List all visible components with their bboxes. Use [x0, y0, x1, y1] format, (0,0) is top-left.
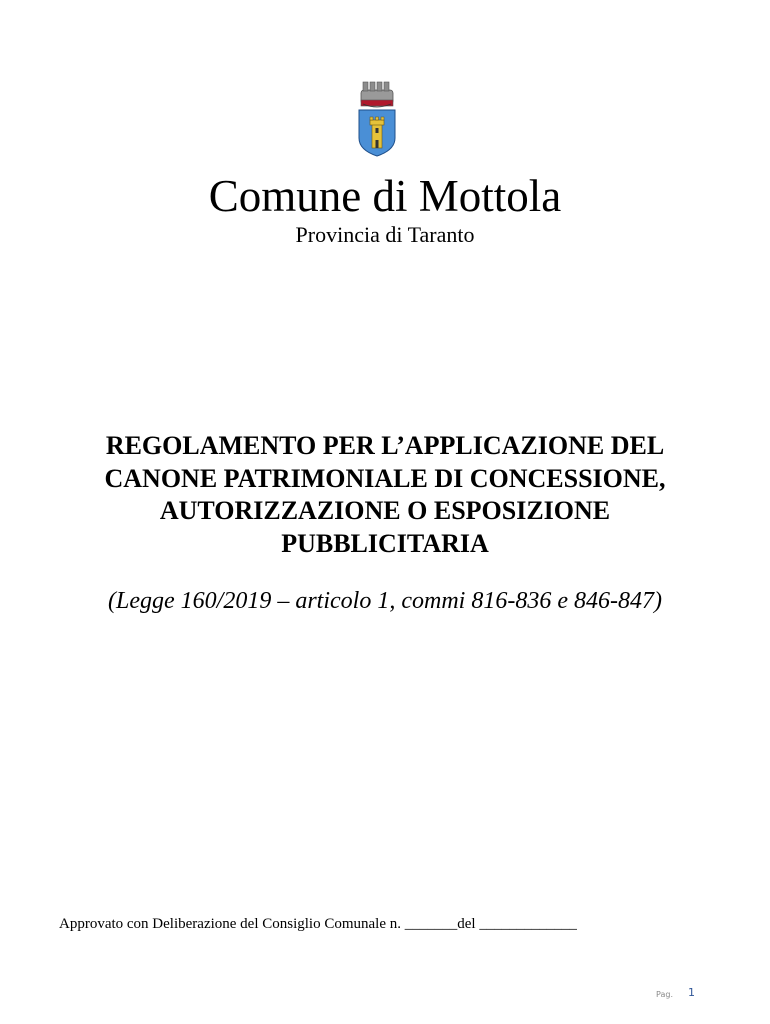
document-title-line: PUBBLICITARIA — [281, 528, 489, 558]
page-label: Pag. — [656, 990, 673, 999]
legal-reference: (Legge 160/2019 – articolo 1, commi 816-836 e 846-847) — [108, 588, 662, 614]
municipality-name: Comune di Mottola — [208, 171, 562, 221]
document-title-line: AUTORIZZAZIONE O ESPOSIZIONE — [159, 496, 611, 525]
page-number: 1 — [688, 986, 695, 999]
document-title-line: REGOLAMENTO PER L’APPLICAZIONE DEL — [105, 431, 665, 460]
approval-note: Approvato con Deliberazione del Consiglio Comunale n. _______del _____________ — [59, 916, 577, 932]
province-name: Provincia di Taranto — [295, 222, 475, 247]
document-title-line: CANONE PATRIMONIALE DI CONCESSIONE, — [104, 463, 666, 493]
coat-of-arms-icon — [355, 80, 399, 158]
document-title — [40, 430, 730, 560]
